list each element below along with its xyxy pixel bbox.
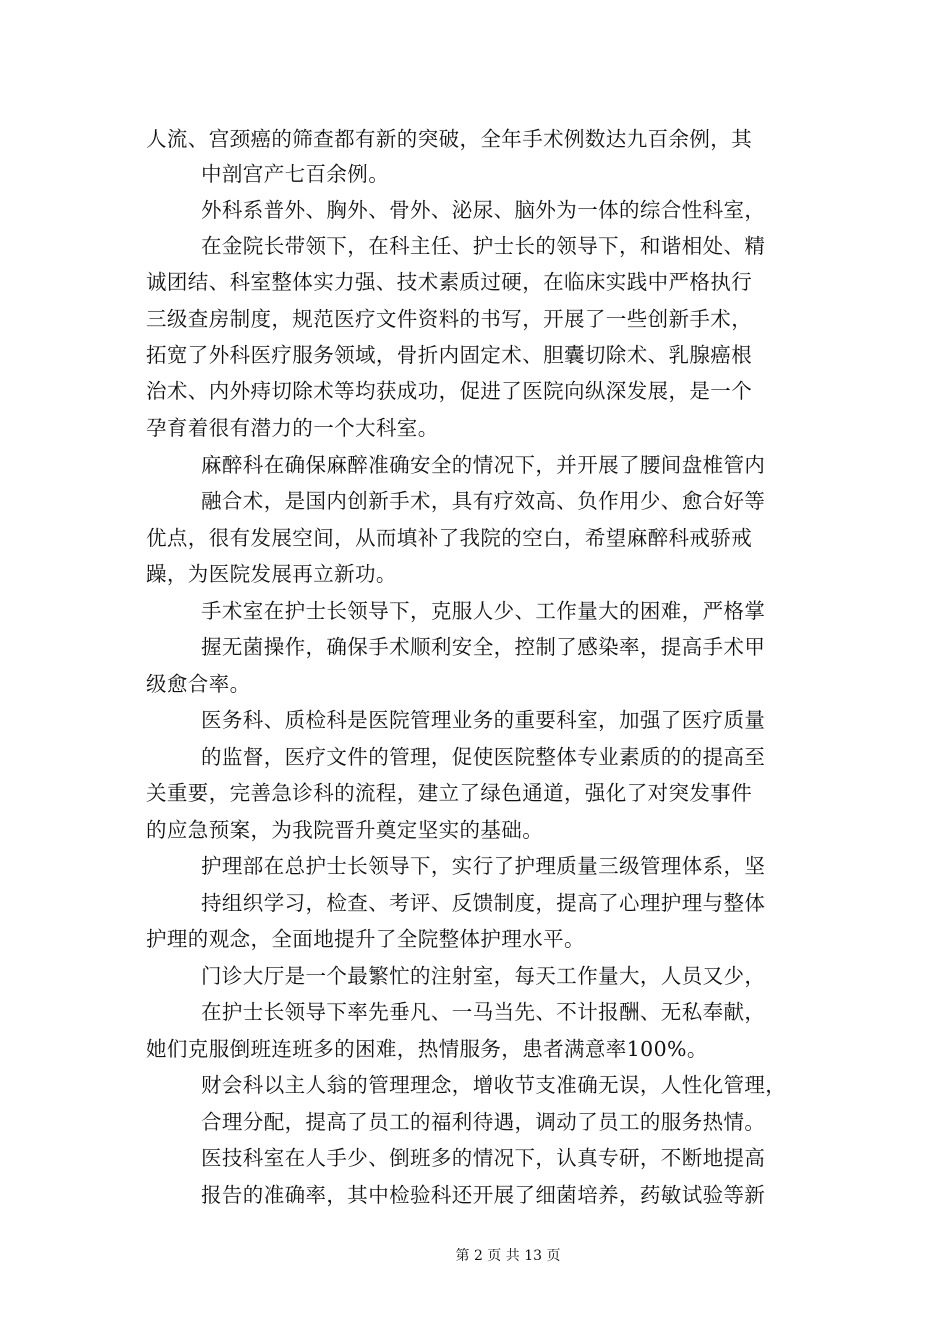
- text-line: 的监督，医疗文件的管理，促使医院整体专业素质的的提高至: [201, 745, 766, 769]
- text-line: 在金院长带领下，在科主任、护士长的领导下，和谐相处、精: [201, 234, 766, 258]
- text-line: 在护士长领导下率先垂凡、一马当先、不计报酬、无私奉献，: [201, 1000, 766, 1024]
- text-line: 门诊大厅是一个最繁忙的注射室，每天工作量大，人员又少，: [201, 964, 766, 988]
- text-line: 手术室在护士长领导下，克服人少、工作量大的困难，严格掌: [201, 599, 766, 623]
- text-line: 拓宽了外科医疗服务领域，骨折内固定术、胆囊切除术、乳腺癌根: [146, 343, 753, 367]
- text-line: 诚团结、科室整体实力强、技术素质过硬，在临床实践中严格执行: [146, 270, 753, 294]
- text-line: 治术、内外痔切除术等均获成功，促进了医院向纵深发展，是一个: [146, 379, 753, 403]
- text-line: 报告的准确率，其中检验科还开展了细菌培养，药敏试验等新: [201, 1183, 766, 1207]
- text-line: 医务科、质检科是医院管理业务的重要科室，加强了医疗质量: [201, 708, 766, 732]
- text-line: 外科系普外、胸外、骨外、泌尿、脑外为一体的综合性科室，: [201, 198, 766, 222]
- text-line: 融合术，是国内创新手术，具有疗效高、负作用少、愈合好等: [201, 489, 766, 513]
- text-line: 级愈合率。: [146, 672, 251, 696]
- text-line: 关重要，完善急诊科的流程，建立了绿色通道，强化了对突发事件: [146, 781, 753, 805]
- page-number-footer: 第 2 页 共 13 页: [455, 1248, 561, 1264]
- text-line: 中剖宫产七百余例。: [201, 162, 390, 186]
- text-line: 护理部在总护士长领导下，实行了护理质量三级管理体系，坚: [201, 854, 766, 878]
- text-line: 人流、宫颈癌的筛查都有新的突破，全年手术例数达九百余例，其: [146, 127, 753, 151]
- text-line: 优点，很有发展空间，从而填补了我院的空白，希望麻醉科戒骄戒: [146, 526, 753, 550]
- text-line: 的应急预案，为我院晋升奠定坚实的基础。: [146, 818, 544, 842]
- text-line: 合理分配，提高了员工的福利待遇，调动了员工的服务热情。: [201, 1110, 766, 1134]
- text-line: 麻醉科在确保麻醉准确安全的情况下，并开展了腰间盘椎管内: [201, 453, 766, 477]
- text-line: 财会科以主人翁的管理理念，增收节支准确无误，人性化管理，: [201, 1073, 787, 1097]
- text-line: 她们克服倒班连班多的困难，热情服务，患者满意率100%。: [146, 1037, 708, 1061]
- text-line: 持组织学习，检查、考评、反馈制度，提高了心理护理与整体: [201, 891, 766, 915]
- text-line: 躁，为医院发展再立新功。: [146, 562, 397, 586]
- text-line: 握无菌操作，确保手术顺利安全，控制了感染率，提高手术甲: [201, 635, 766, 659]
- text-line: 医技科室在人手少、倒班多的情况下，认真专研，不断地提高: [201, 1146, 766, 1170]
- text-line: 护理的观念，全面地提升了全院整体护理水平。: [146, 927, 585, 951]
- text-line: 三级查房制度，规范医疗文件资料的书写，开展了一些创新手术，: [146, 307, 753, 331]
- text-line: 孕育着很有潜力的一个大科室。: [146, 416, 439, 440]
